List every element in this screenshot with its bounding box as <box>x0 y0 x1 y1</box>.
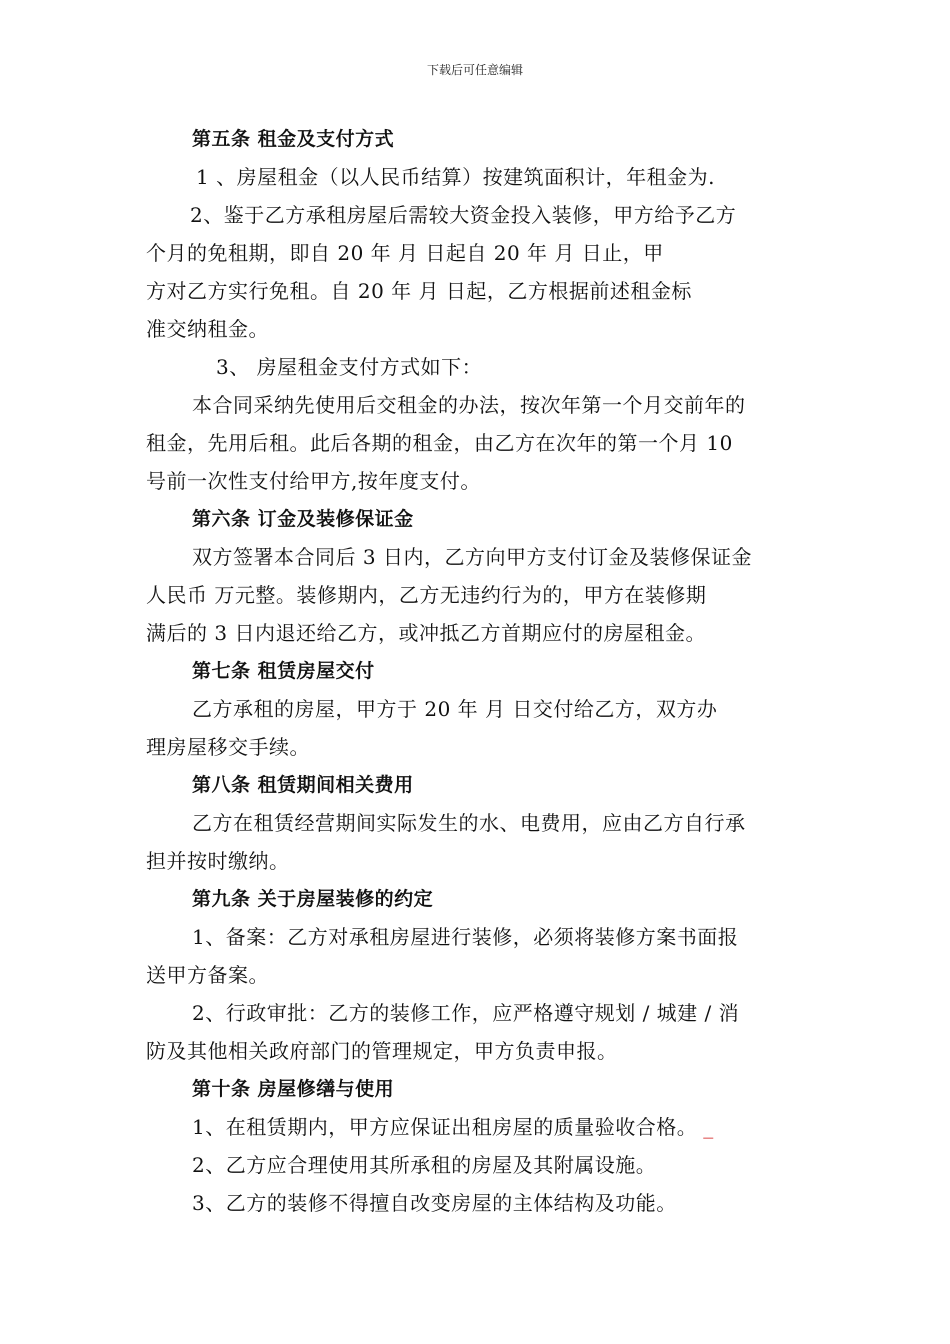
text-line <box>146 956 816 994</box>
line-text: 送甲方备案。 <box>146 963 269 987</box>
text-line <box>146 918 816 956</box>
line-text: 第九条 关于房屋装修的约定 <box>192 888 434 910</box>
text-line <box>146 462 816 500</box>
text-line <box>146 614 816 652</box>
section-heading <box>146 766 816 804</box>
text-line <box>146 842 816 880</box>
section-heading <box>146 652 816 690</box>
line-text: 乙方在租赁经营期间实际发生的水、电费用，应由乙方自行承 <box>192 811 746 835</box>
line-text: 2、鉴于乙方承租房屋后需较大资金投入装修，甲方给予乙方 <box>190 203 737 227</box>
line-text: 第八条 租赁期间相关费用 <box>192 774 414 796</box>
line-text: 租金，先用后租。此后各期的租金，由乙方在次年的第一个月 10 <box>146 431 733 455</box>
section-heading <box>146 880 816 918</box>
line-text: 满后的 3 日内退还给乙方，或冲抵乙方首期应付的房屋租金。 <box>146 621 706 645</box>
text-line <box>146 234 816 272</box>
text-line <box>146 1146 816 1184</box>
line-text: 个月的免租期，即自 20 年 月 日起自 20 年 月 日止，甲 <box>146 241 664 265</box>
text-line <box>146 1184 816 1222</box>
text-line <box>146 158 816 196</box>
line-text: 1、在租赁期内，甲方应保证出租房屋的质量验收合格。 <box>192 1115 698 1139</box>
line-text: 理房屋移交手续。 <box>146 735 310 759</box>
line-text: 号前一次性支付给甲方,按年度支付。 <box>146 469 481 493</box>
text-line <box>146 424 816 462</box>
text-line <box>146 576 816 614</box>
text-line <box>146 272 816 310</box>
line-text: 第五条 租金及支付方式 <box>192 128 395 150</box>
text-line <box>146 1108 816 1146</box>
line-text: 双方签署本合同后 3 日内，乙方向甲方支付订金及装修保证金 <box>192 545 752 569</box>
text-line <box>146 690 816 728</box>
contract-body <box>146 120 816 1222</box>
line-text: 本合同采纳先使用后交租金的办法，按次年第一个月交前年的 <box>192 393 746 417</box>
line-text: 2、行政审批：乙方的装修工作，应严格遵守规划 / 城建 / 消 <box>192 1001 740 1025</box>
line-text: 2、乙方应合理使用其所承租的房屋及其附属设施。 <box>192 1153 657 1177</box>
text-line <box>146 348 816 386</box>
text-line <box>146 994 816 1032</box>
section-heading <box>146 120 816 158</box>
text-line <box>146 196 816 234</box>
line-text: 第七条 租赁房屋交付 <box>192 660 375 682</box>
line-text: 第六条 订金及装修保证金 <box>192 508 414 530</box>
text-line <box>146 728 816 766</box>
line-text: 防及其他相关政府部门的管理规定，甲方负责申报。 <box>146 1039 618 1063</box>
text-line <box>146 1032 816 1070</box>
text-line <box>146 310 816 348</box>
line-text: 准交纳租金。 <box>146 317 269 341</box>
line-text: 1、备案：乙方对承租房屋进行装修，必须将装修方案书面报 <box>192 925 739 949</box>
line-text: 人民币 万元整。装修期内，乙方无违约行为的，甲方在装修期 <box>146 583 707 607</box>
section-heading <box>146 500 816 538</box>
line-text: 3、乙方的装修不得擅自改变房屋的主体结构及功能。 <box>192 1191 677 1215</box>
text-line <box>146 804 816 842</box>
line-text: 乙方承租的房屋，甲方于 20 年 月 日交付给乙方，双方办 <box>192 697 718 721</box>
page-header-note: 下载后可任意编辑 <box>426 63 523 77</box>
line-text: 担并按时缴纳。 <box>146 849 290 873</box>
edit-mark: _ <box>703 1115 714 1139</box>
line-text: 第十条 房屋修缮与使用 <box>192 1078 395 1100</box>
line-text: 3、 房屋租金支付方式如下： <box>216 355 483 379</box>
section-heading <box>146 1070 816 1108</box>
line-text: 1 、房屋租金（以人民币结算）按建筑面积计，年租金为. <box>196 165 715 189</box>
text-line <box>146 386 816 424</box>
text-line <box>146 538 816 576</box>
line-text: 方对乙方实行免租。自 20 年 月 日起，乙方根据前述租金标 <box>146 279 692 303</box>
